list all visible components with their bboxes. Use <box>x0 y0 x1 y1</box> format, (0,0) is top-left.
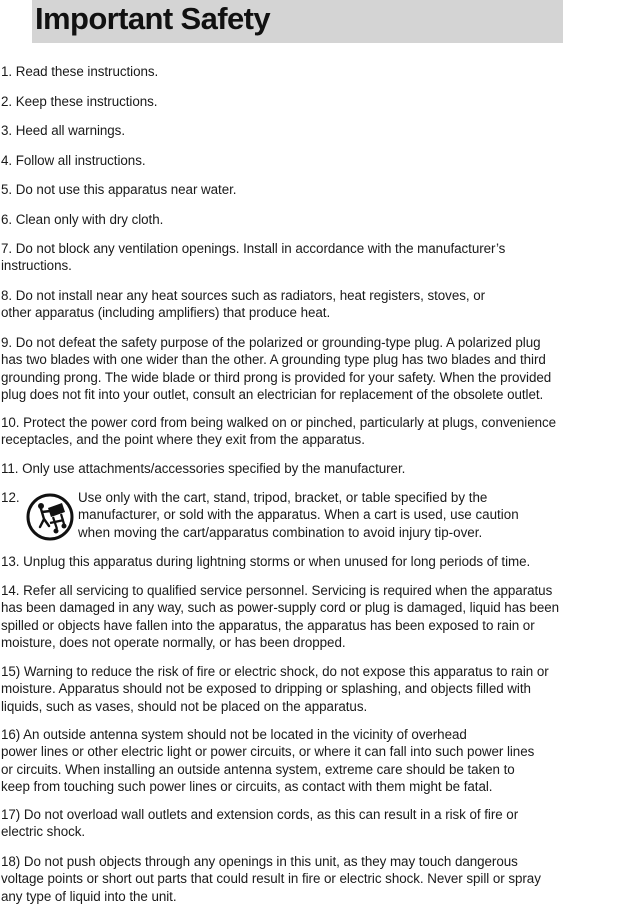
instruction-11: 11. Only use attachments/accessories specified by the manufacturer. <box>1 461 406 476</box>
title-banner <box>32 0 563 43</box>
instruction-8: 8. Do not install near any heat sources such as radiators, heat registers, stoves, or other apparatus (including amplifiers) that produce heat. <box>1 288 486 321</box>
instruction-13: 13. Unplug this apparatus during lightning storms or when unused for long periods of time. <box>1 554 531 569</box>
instruction-7: 7. Do not block any ventilation openings. Install in accordance with the manufacturer’s instructions. <box>1 241 506 274</box>
instruction-3: 3. Heed all warnings. <box>1 123 125 138</box>
instruction-2: 2. Keep these instructions. <box>1 94 158 109</box>
instruction-12-text: Use only with the cart, stand, tripod, bracket, or table specified by the manufacturer, or sold with the apparatus. When a cart is used, use caution when moving the cart/apparatus combination to avoid injury tip-over. <box>78 490 519 540</box>
instruction-17: 17) Do not overload wall outlets and extension cords, as this can result in a risk of fire or electric shock. <box>1 807 519 840</box>
instruction-6: 6. Clean only with dry cloth. <box>1 212 164 227</box>
instruction-14: 14. Refer all servicing to qualified service personnel. Servicing is required when the apparatus has been damaged in any way, such as power-supply cord or plug is damaged, liquid has been spilled or objects have fallen into the apparatus, the apparatus has been exposed to rain or moisture, does not operate normally, or has been dropped. <box>1 583 560 650</box>
instruction-10: 10. Protect the power cord from being walked on or pinched, particularly at plugs, convenience receptacles, and the point where they exit from the apparatus. <box>1 415 557 448</box>
instruction-5: 5. Do not use this apparatus near water. <box>1 182 237 197</box>
instruction-12-number: 12. <box>1 490 20 505</box>
instruction-9: 9. Do not defeat the safety purpose of the polarized or grounding-type plug. A polarized plug has two blades with one wider than the other. A grounding type plug has two blades and third grounding prong. The wide blade or third prong is provided for your safety. When the provided plug does not fit into your outlet, consult an electrician for replacement of the obsolete outlet. <box>1 335 552 402</box>
instruction-18: 18) Do not push objects through any openings in this unit, as they may touch dangerous voltage points or short out parts that could result in fire or electric shock. Never spill or spray any type of liquid into the unit. <box>1 854 541 904</box>
instruction-1: 1. Read these instructions. <box>1 64 159 79</box>
instruction-15: 15) Warning to reduce the risk of fire or electric shock, do not expose this apparatus to rain or moisture. Apparatus should not be exposed to dripping or splashing, and objects filled with liquids, such as vases, should not be placed on the apparatus. <box>1 664 549 714</box>
page-title: Important Safety <box>35 1 270 36</box>
instruction-4: 4. Follow all instructions. <box>1 153 146 168</box>
cart-tipover-warning-icon <box>26 493 74 541</box>
instruction-16: 16) An outside antenna system should not be located in the vicinity of overhead power lines or other electric light or power circuits, or where it can fall into such power lines or circuits. When installing an outside antenna system, extreme care should be taken to keep from touching such power lines or circuits, as contact with them might be fatal. <box>1 727 535 794</box>
